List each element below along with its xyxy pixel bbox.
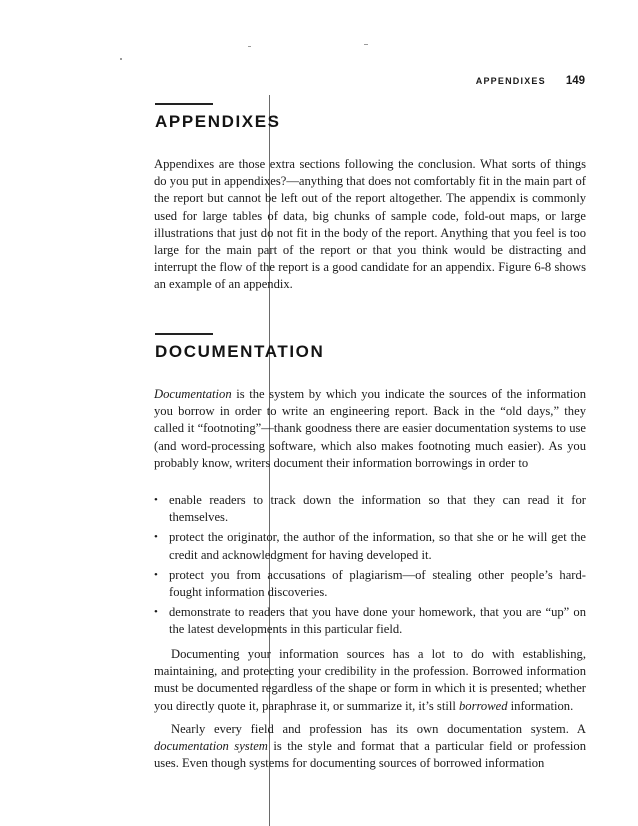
scan-speck (120, 58, 122, 60)
list-item-text: protect you from accusations of plagiarism—of stealing other people’s hard-fought information discoveries. (169, 567, 586, 600)
running-head-title: APPENDIXES (475, 76, 546, 86)
documentation-intro-paragraph (154, 386, 586, 472)
page-number: 149 (565, 75, 585, 87)
bullet-dot-icon: • (154, 568, 158, 581)
section-rule (155, 333, 213, 335)
term-documentation-system: documentation system (154, 739, 268, 754)
section-heading-appendixes: APPENDIXES (155, 112, 281, 131)
list-item (154, 529, 586, 563)
list-item-text: demonstrate to readers that you have done your homework, that you are “up” on the latest developments in this particular field. (169, 605, 586, 637)
bullet-dot-icon: • (154, 531, 158, 544)
italic-borrowed: borrowed (458, 698, 508, 713)
system-text-start: Nearly every field and profession has its own documentation system. A (171, 722, 586, 736)
system-text-rest: is the style and format that a particular field or profession uses. Even though systems for documenting sources of borrowed information (154, 739, 586, 771)
bullet-dot-icon: • (154, 494, 158, 506)
term-documentation: Documentation (154, 387, 232, 401)
bullet-dot-icon: • (154, 606, 158, 619)
list-item (154, 604, 586, 638)
credibility-end: information. (507, 698, 574, 713)
appendixes-paragraph: Appendixes are those extra sections following the conclusion. What sorts of things do you put in appendixes?—anything that does not comfortably fit in the main part of the report but cannot be left out of the report altogether. The appendix is commonly used for large tables of data, big chunks of sample code, fold-out maps, or large illustrations that just do not fit in the body of the report. Anything that you feel is too large for the main part of the report or that you think would be distracting and interrupt the flow of the report is a good candidate for an appendix. Figure 6-8 shows an example of an appendix. (154, 157, 586, 292)
running-head (380, 75, 585, 87)
list-item (154, 492, 586, 526)
section-rule (155, 103, 213, 105)
intro-text: is the system by which you indicate the sources of the information you borrow in order to write an engineering report. Back in the “old days,” they called it “footnoting”—thank goodness there are easier documentation systems to use (and word-processing software, which also makes footnoting much easier). As you probably know, writers document their information borrowings in order to (154, 387, 586, 470)
documentation-system-paragraph (154, 721, 586, 773)
list-item-text: protect the originator, the author of the information, so that she or he will get the credit and acknowledgment for having developed it. (169, 530, 586, 562)
section-heading-documentation: DOCUMENTATION (155, 342, 325, 361)
credibility-text: Documenting your information sources has a lot to do with establishing, maintaining, and protecting your credibility in the profession. Borrowed information must be documented regardless of the shape or form in which it is presented; whether you directly quote it, paraphrase it, or summarize it, it’s still (154, 647, 586, 713)
purpose-bullet-list (154, 492, 586, 642)
scan-speck (248, 46, 251, 47)
list-item (154, 567, 586, 601)
credibility-paragraph (154, 646, 586, 715)
list-item-text: enable readers to track down the information so that they can read it for themselves. (169, 493, 586, 525)
scan-speck (364, 44, 368, 45)
